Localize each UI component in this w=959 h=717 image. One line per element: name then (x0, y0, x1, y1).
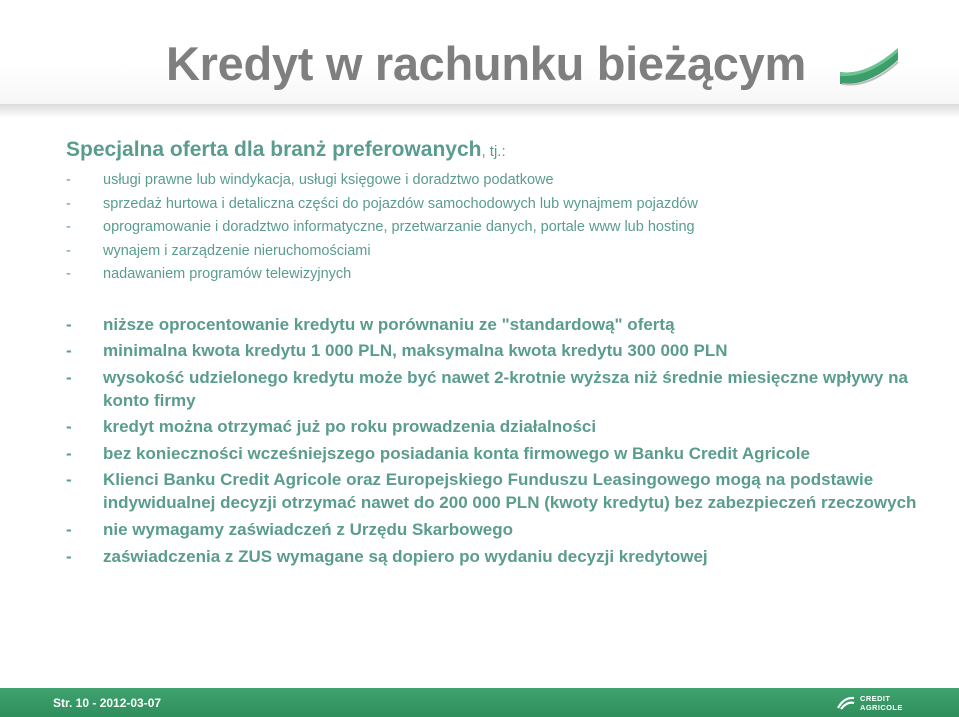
header-divider (0, 104, 959, 118)
benefit-text: wysokość udzielonego kredytu może być nawet 2-krotnie wyższa niż średnie miesięczne wpływy na konto firmy (103, 367, 908, 410)
sector-item (66, 263, 936, 287)
footer-bar (0, 688, 959, 717)
benefit-text: bez konieczności wcześniejszego posiadania konta firmowego w Banku Credit Agricole (103, 443, 810, 463)
sector-text: wynajem i zarządzenie nieruchomościami (103, 242, 371, 259)
sector-item (66, 216, 936, 240)
bullet-dash: - (66, 195, 71, 212)
benefit-item (66, 366, 936, 412)
main-content (66, 137, 936, 571)
benefit-item (66, 518, 936, 541)
bullet-dash: - (66, 470, 72, 490)
benefit-text: zaświadczenia z ZUS wymagane są dopiero po wydaniu decyzji kredytowej (103, 546, 708, 566)
sector-text: oprogramowanie i doradztwo informatyczne, przetwarzanie danych, portale www lub hosting (103, 219, 695, 235)
sector-item (66, 193, 936, 217)
bullet-dash: - (66, 219, 71, 235)
bullet-dash: - (66, 367, 72, 387)
benefit-text: nie wymagamy zaświadczeń z Urzędu Skarbowego (103, 520, 514, 540)
bullet-dash: - (66, 417, 72, 437)
offer-subtitle (66, 137, 936, 165)
bullet-dash: - (66, 266, 71, 282)
benefit-item (66, 313, 936, 336)
bullet-dash: - (66, 443, 72, 463)
sector-item (66, 169, 936, 193)
benefit-text: Klienci Banku Credit Agricole oraz Europejskiego Funduszu Leasingowego mogą na podstawie indywidualnej decyzji otrzymać nawet do 200 000 PLN (kwoty kredytu) bez zabezpieczeń rzeczowych (103, 470, 917, 513)
page-title: Kredyt w rachunku bieżącym (166, 37, 806, 90)
bullet-dash: - (66, 341, 72, 361)
sector-item (66, 240, 936, 264)
sector-text: sprzedaż hurtowa i detaliczna części do pojazdów samochodowych lub wynajmem pojazdów (103, 195, 698, 212)
sector-text: usługi prawne lub windykacja, usługi księgowe i doradztwo podatkowe (103, 172, 554, 188)
sector-text: nadawaniem programów telewizyjnych (103, 266, 352, 282)
bullet-dash: - (66, 314, 72, 334)
brand-line-credit: CREDIT (860, 694, 891, 703)
page-info: Str. 10 - 2012-03-07 (53, 696, 162, 710)
bullet-dash: - (66, 520, 72, 540)
credit-agricole-logo (836, 692, 912, 714)
bullet-dash: - (66, 242, 71, 259)
benefit-item (66, 545, 936, 568)
bullet-dash: - (66, 172, 71, 188)
benefit-text: minimalna kwota kredytu 1 000 PLN, maksymalna kwota kredytu 300 000 PLN (103, 341, 728, 361)
credit-agricole-logo-icon (836, 695, 856, 711)
benefit-item (66, 442, 936, 465)
brand-line-agricole: AGRICOLE (860, 703, 903, 712)
offer-subtitle-text: Specjalna oferta dla branż preferowanych (66, 138, 482, 161)
credit-agricole-green-stripe-icon (836, 44, 900, 90)
benefit-item (66, 339, 936, 362)
offer-subtitle-suffix: , tj.: (481, 143, 506, 160)
benefit-text: niższe oprocentowanie kredytu w porównaniu ze "standardową" ofertą (103, 314, 675, 334)
benefit-item (66, 415, 936, 438)
benefit-item (66, 468, 936, 514)
sector-list (66, 169, 936, 287)
bullet-dash: - (66, 546, 72, 566)
benefit-list (66, 313, 936, 568)
benefit-text: kredyt można otrzymać już po roku prowadzenia działalności (103, 417, 597, 437)
